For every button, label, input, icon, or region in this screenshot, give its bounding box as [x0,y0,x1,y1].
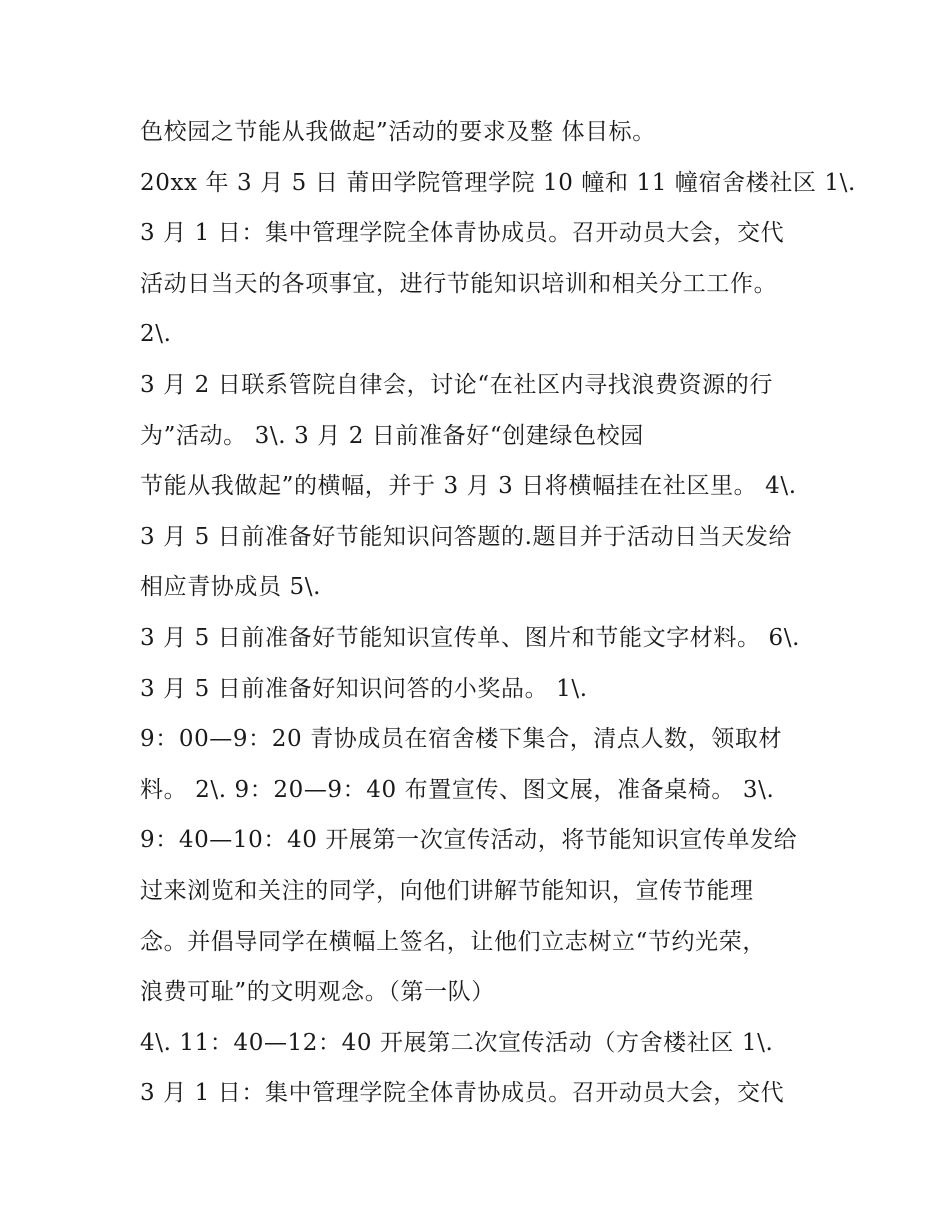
text-line: 3 月 1 日：集中管理学院全体青协成员。召开动员大会，交代 [140,220,785,247]
text-line: 念。并倡导同学在横幅上签名，让他们立志树立“节约光荣， [140,928,766,955]
text-line: 料。 2\. 9：20—9：40 布置宣传、图文展，准备桌椅。 3\. [140,776,775,803]
text-line: 相应青协成员 5\. [140,574,322,601]
text-line: 3 月 5 日前准备好知识问答的小奖品。 1\. [140,675,588,702]
text-line: 9：00—9：20 青协成员在宿舍楼下集合，清点人数，领取材 [140,726,783,753]
text-line: 为”活动。 3\. 3 月 2 日前准备好“创建绿色校园 [140,422,644,449]
text-line: 浪费可耻”的文明观念。（第一队） [140,979,495,1006]
document-body [140,107,856,1119]
text-line: 3 月 5 日前准备好节能知识宣传单、图片和节能文字材料。 6\. [140,624,801,651]
text-line: 20xx 年 3 月 5 日 莆田学院管理学院 10 幢和 11 幢宿舍楼社区 1\. [140,169,856,196]
text-line: 3 月 5 日前准备好节能知识问答题的.题目并于活动日当天发给 [140,523,793,550]
text-line: 9：40—10：40 开展第一次宣传活动，将节能知识宣传单发给 [140,827,798,854]
text-line: 节能从我做起”的横幅，并于 3 月 3 日将横幅挂在社区里。 4\. [140,473,797,500]
text-line: 3 月 2 日联系管院自律会，讨论“在社区内寻找浪费资源的行 [140,371,773,398]
text-line: 色校园之节能从我做起”活动的要求及整 体目标。 [140,119,656,145]
text-line: 3 月 1 日：集中管理学院全体青协成员。召开动员大会，交代 [140,1080,785,1107]
text-line: 4\. 11：40—12：40 开展第二次宣传活动（方舍楼社区 1\. [140,1029,774,1056]
text-line: 2\. [140,321,172,348]
text-line: 过来浏览和关注的同学，向他们讲解节能知识，宣传节能理 [140,877,754,904]
text-line: 活动日当天的各项事宜，进行节能知识培训和相关分工工作。 [140,270,778,297]
